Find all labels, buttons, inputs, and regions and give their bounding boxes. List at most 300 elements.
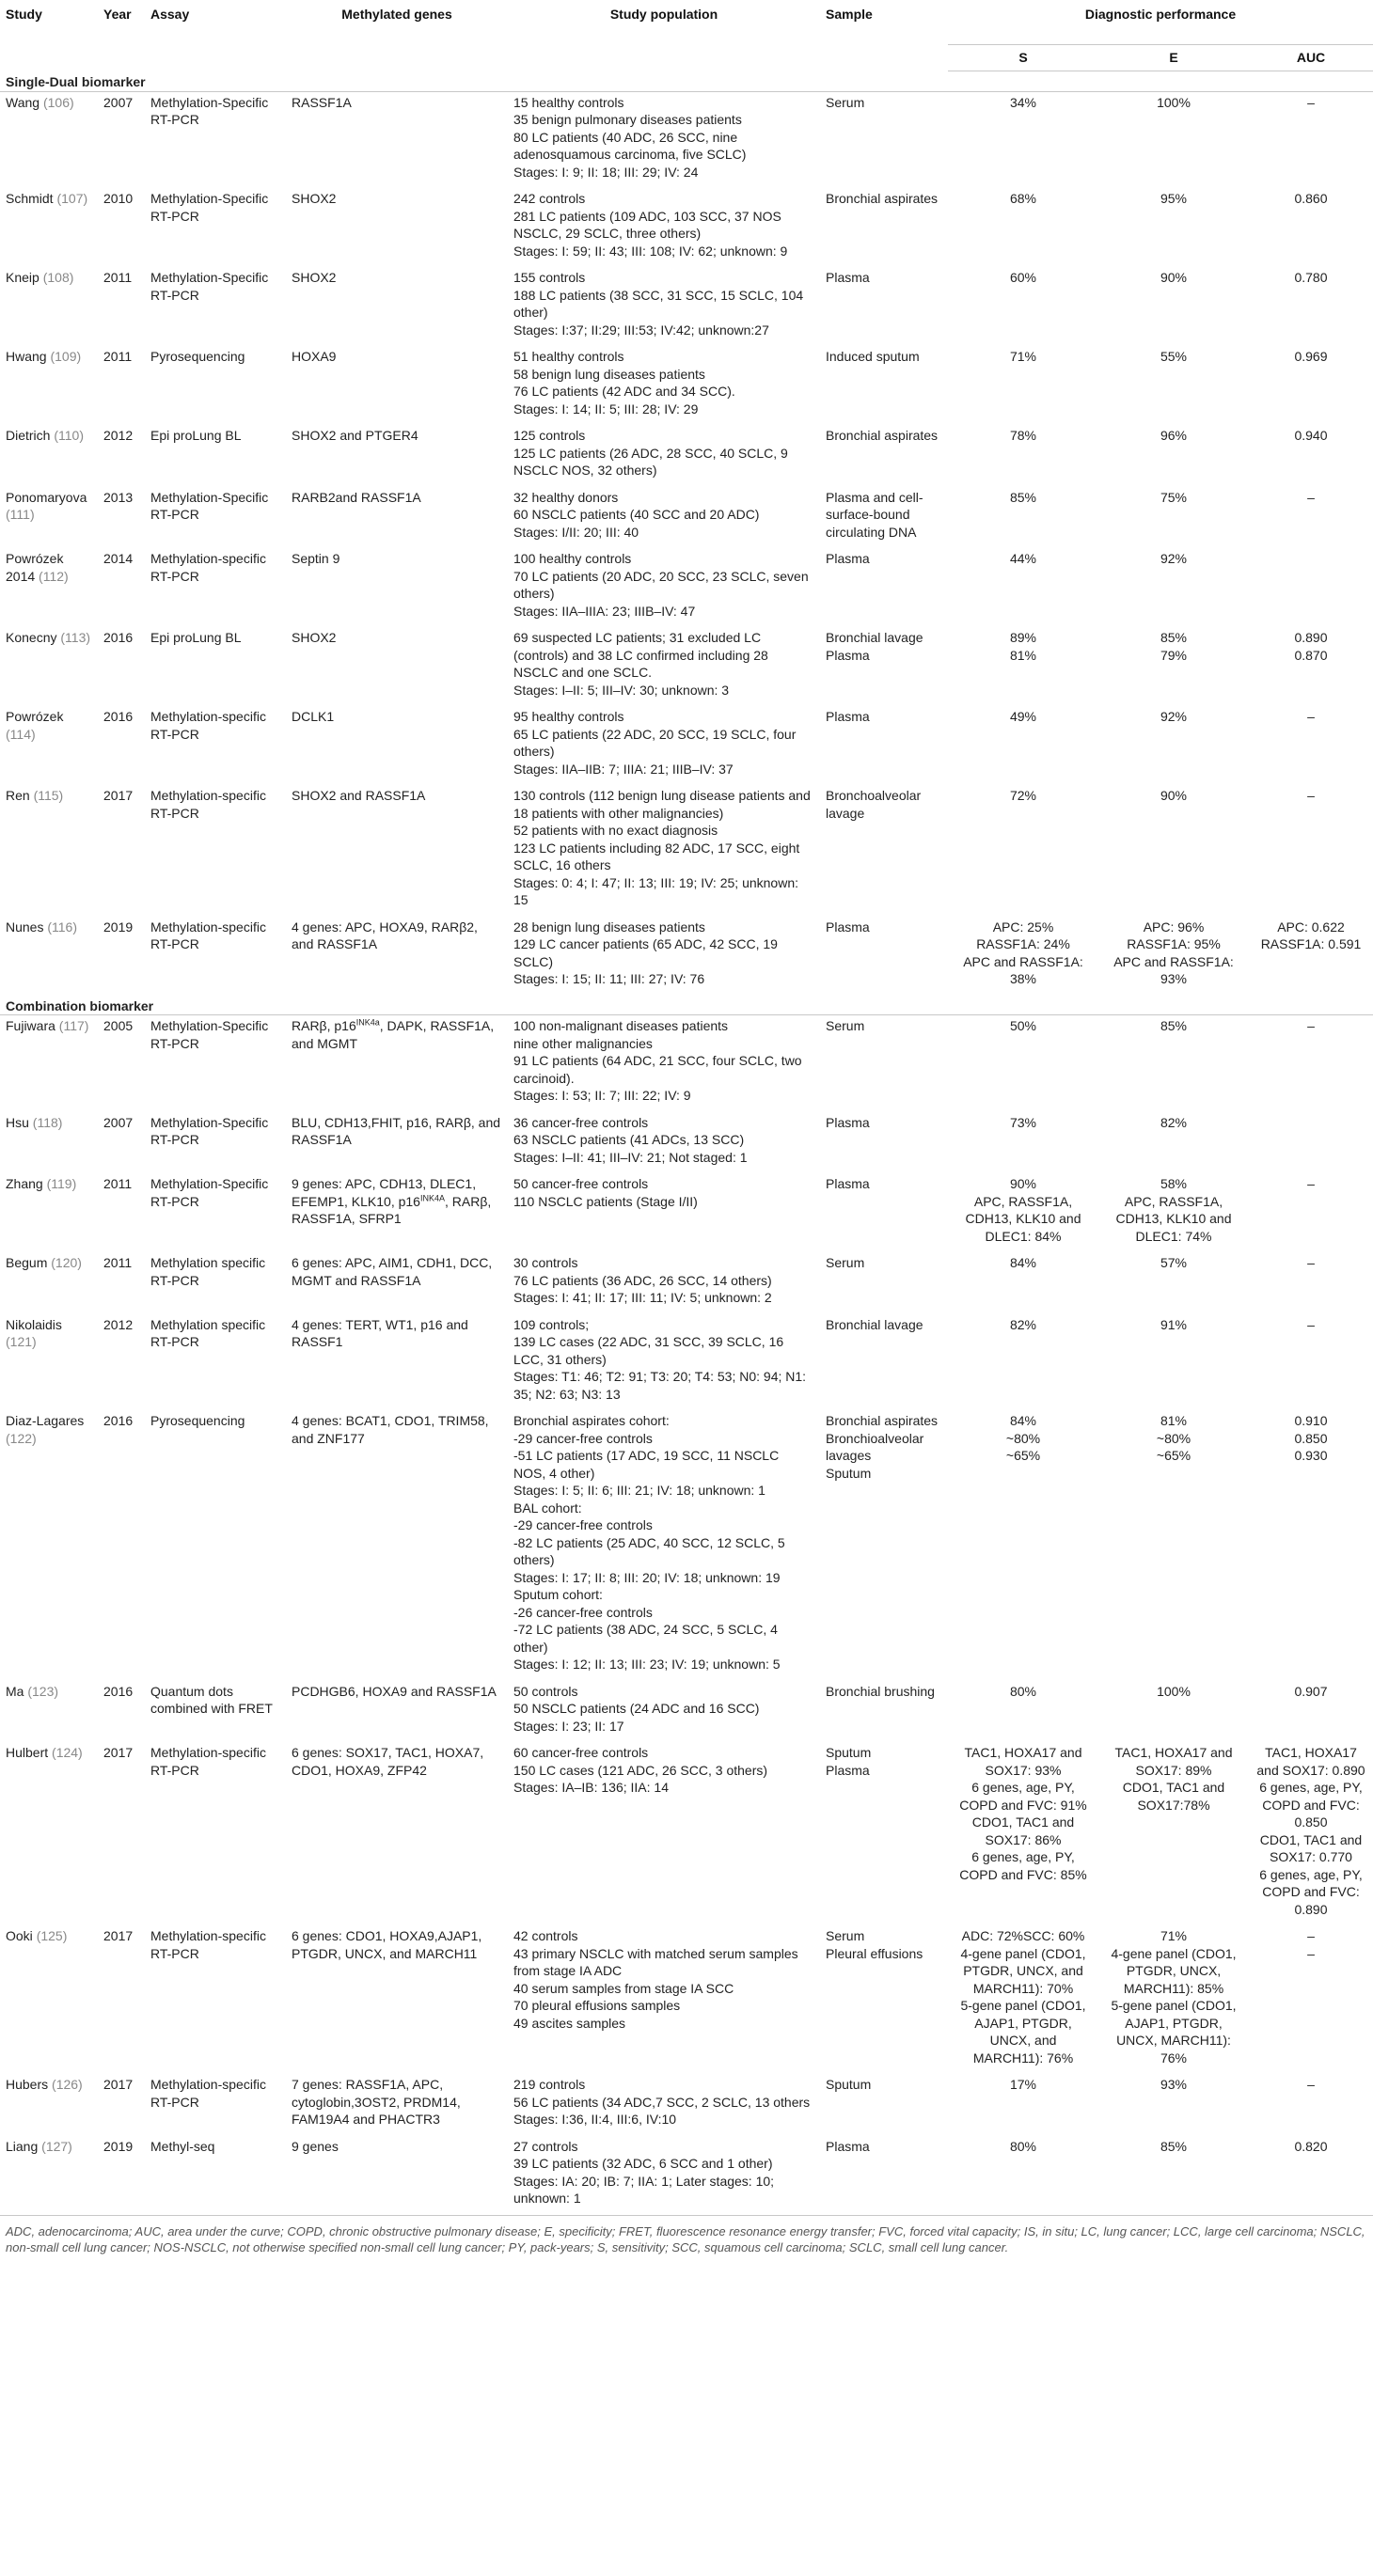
cell-year: 2019 xyxy=(103,919,134,935)
cell-auc xyxy=(1249,1314,1373,1411)
header-study: Study xyxy=(6,7,42,22)
cell-genes: 7 genes: RASSF1A, APC, cytoglobin,3OST2, PRDM14, FAM19A4 and PHACTR3 xyxy=(292,2077,461,2127)
section-title: Single-Dual biomarker xyxy=(6,74,146,89)
population-line: Stages: T1: 46; T2: 91; T3: 20; T4: 53; N0: 94; N1: 35; N2: 63; N3: 13 xyxy=(513,1369,807,1402)
population-line: 28 benign lung diseases patients xyxy=(513,919,705,935)
sensitivity-line: 80% xyxy=(1009,1683,1037,1699)
cell-genes: 4 genes: BCAT1, CDO1, TRIM58, and ZNF177 xyxy=(292,1413,489,1446)
cell-study xyxy=(0,917,98,996)
cell-sensitivity xyxy=(948,1173,1098,1252)
cell-year: 2010 xyxy=(103,191,134,206)
cell-assay: Methylation-specific RT-PCR xyxy=(150,551,266,584)
specificity-line: 5-gene panel (CDO1, AJAP1, PTGDR, UNCX, MARCH11): 76% xyxy=(1111,1998,1237,2066)
cell-population xyxy=(508,1925,820,2074)
specificity-line: 93% xyxy=(1160,2077,1188,2092)
population-line: 32 healthy donors xyxy=(513,489,619,505)
cell-population xyxy=(508,2074,820,2136)
cell-assay: Methylation specific RT-PCR xyxy=(150,1316,266,1349)
cell-year: 2016 xyxy=(103,709,134,724)
auc-line: – xyxy=(1307,1018,1315,1033)
table-row xyxy=(0,1112,1373,1174)
population-line: 242 controls xyxy=(513,191,586,206)
population-line: 125 controls xyxy=(513,428,586,443)
study-ref: (122) xyxy=(6,1430,37,1446)
population-line: 76 LC patients (36 ADC, 26 SCC, 14 others) xyxy=(513,1272,772,1288)
sensitivity-line: 71% xyxy=(1009,349,1037,364)
section-title: Combination biomarker xyxy=(6,997,154,1013)
cell-sensitivity xyxy=(948,1112,1098,1174)
population-line: nine other malignancies xyxy=(513,1035,653,1051)
cell-specificity xyxy=(1098,1314,1249,1411)
cell-study xyxy=(0,425,98,487)
sensitivity-line: 89% xyxy=(1009,630,1037,645)
population-line: Sputum cohort: xyxy=(513,1587,603,1602)
population-line: 130 controls (112 benign lung disease patients and 18 patients with other malignancies) xyxy=(513,788,811,821)
population-line: 100 healthy controls xyxy=(513,551,632,566)
sample-line: Sputum xyxy=(826,1465,872,1481)
study-ref: (127) xyxy=(41,2138,72,2154)
cell-auc xyxy=(1249,1410,1373,1681)
cell-study xyxy=(0,1252,98,1314)
header-s: S xyxy=(948,44,1098,71)
cell-assay: Methylation-Specific RT-PCR xyxy=(150,270,269,303)
population-line: 219 controls xyxy=(513,2077,586,2092)
cell-auc xyxy=(1249,188,1373,267)
cell-auc xyxy=(1249,1742,1373,1925)
study-name: Powrózek xyxy=(6,709,64,724)
cell-genes: HOXA9 xyxy=(292,349,337,364)
specificity-line: APC, RASSF1A, CDH13, KLK10 and DLEC1: 74% xyxy=(1115,1193,1232,1244)
cell-sensitivity xyxy=(948,188,1098,267)
sample-line: Bronchial lavage xyxy=(826,630,923,645)
population-line: 15 healthy controls xyxy=(513,94,624,110)
sensitivity-line: APC: 25% xyxy=(992,919,1054,935)
population-line: Stages: 0: 4; I: 47; II: 13; III: 19; IV: 25; unknown: 15 xyxy=(513,874,798,907)
sensitivity-line: 81% xyxy=(1009,647,1037,663)
table-row xyxy=(0,917,1373,996)
cell-population xyxy=(508,785,820,917)
population-line: 35 benign pulmonary diseases patients xyxy=(513,112,742,127)
auc-line: 0.940 xyxy=(1294,428,1328,443)
specificity-line: 4-gene panel (CDO1, PTGDR, UNCX, MARCH11): 85% xyxy=(1111,1945,1237,1996)
sensitivity-line: 90% xyxy=(1009,1176,1037,1191)
cell-study xyxy=(0,548,98,627)
cell-genes: SHOX2 xyxy=(292,270,337,285)
cell-year: 2011 xyxy=(103,1176,133,1191)
study-name: Zhang xyxy=(6,1176,43,1191)
specificity-line: 58% xyxy=(1160,1176,1188,1191)
population-line: Stages: IIA–IIIA: 23; IIIB–IV: 47 xyxy=(513,603,696,619)
cell-assay: Quantum dots combined with FRET xyxy=(150,1683,273,1716)
study-name: Fujiwara xyxy=(6,1018,55,1033)
study-ref: (110) xyxy=(54,428,85,443)
cell-year: 2016 xyxy=(103,1683,134,1699)
table-body xyxy=(0,71,1373,2216)
table-row xyxy=(0,1742,1373,1925)
cell-assay: Epi proLung BL xyxy=(150,630,242,645)
cell-sensitivity xyxy=(948,1925,1098,2074)
population-line: Bronchial aspirates cohort: xyxy=(513,1413,670,1428)
cell-specificity xyxy=(1098,627,1249,706)
cell-population xyxy=(508,1112,820,1174)
specificity-line: 75% xyxy=(1160,489,1188,505)
study-ref: (118) xyxy=(32,1114,63,1130)
cell-specificity xyxy=(1098,188,1249,267)
specificity-line: APC: 96% xyxy=(1143,919,1205,935)
cell-year: 2016 xyxy=(103,1413,134,1428)
population-line: Stages: I: 12; II: 13; III: 23; IV: 19; unknown: 5 xyxy=(513,1657,781,1672)
auc-line: 0.850 xyxy=(1294,1430,1328,1446)
auc-line: – xyxy=(1307,1176,1315,1191)
cell-genes: SHOX2 and PTGER4 xyxy=(292,428,418,443)
cell-genes: SHOX2 and RASSF1A xyxy=(292,788,426,803)
auc-line: 0.890 xyxy=(1294,630,1328,645)
cell-population xyxy=(508,1173,820,1252)
sample-line: Bronchoalveolar lavage xyxy=(826,788,922,821)
table-footnote: ADC, adenocarcinoma; AUC, area under the curve; COPD, chronic obstructive pulmonary disease; E, specificity; FRET, fluorescence resonance energy transfer; FVC, forced vital capacity; IS, in situ; LC, lung cancer; LCC, large cell carcinoma; NSCLC, non-small cell lung cancer; NOS-NSCLC, not otherwise specified non-small cell lung cancer; PY, pack-years; S, sensitivity; SCC, squamous cell carcinoma; SCLC, small cell lung cancer. xyxy=(6,2223,1365,2254)
population-line: 110 NSCLC patients (Stage I/II) xyxy=(513,1193,698,1209)
cell-sample xyxy=(820,2136,948,2216)
table-row xyxy=(0,1015,1373,1112)
cell-year: 2016 xyxy=(103,630,134,645)
specificity-line: RASSF1A: 95% xyxy=(1127,936,1221,951)
specificity-line: 85% xyxy=(1160,2138,1188,2154)
population-line: Stages: I: 15; II: 11; III: 27; IV: 76 xyxy=(513,971,705,986)
header-sample: Sample xyxy=(826,7,873,22)
study-name: Hsu xyxy=(6,1114,29,1130)
population-line: Stages: I:37; II:29; III:53; IV:42; unknown:27 xyxy=(513,322,769,338)
population-line: Stages: IA: 20; IB: 7; IIA: 1; Later stages: 10; unknown: 1 xyxy=(513,2173,775,2206)
cell-auc xyxy=(1249,706,1373,785)
auc-line: – xyxy=(1307,489,1315,505)
cell-sensitivity xyxy=(948,1410,1098,1681)
population-line: Stages: IIA–IIB: 7; IIIA: 21; IIIB–IV: 37 xyxy=(513,761,734,777)
study-ref: (114) xyxy=(6,726,36,742)
cell-auc xyxy=(1249,1173,1373,1252)
cell-population xyxy=(508,2136,820,2216)
specificity-line: 57% xyxy=(1160,1255,1188,1270)
cell-genes: BLU, CDH13,FHIT, p16, RARβ, and RASSF1A xyxy=(292,1114,501,1147)
cell-specificity xyxy=(1098,1112,1249,1174)
cell-study xyxy=(0,1742,98,1925)
cell-auc xyxy=(1249,785,1373,917)
study-name: Ponomaryova xyxy=(6,489,87,505)
cell-year: 2005 xyxy=(98,1015,145,1112)
cell-sample xyxy=(820,706,948,785)
population-line: Stages: I: 53; II: 7; III: 22; IV: 9 xyxy=(513,1088,691,1103)
sample-line: Serum xyxy=(826,1255,865,1270)
study-ref: (108) xyxy=(42,270,74,285)
population-line: 63 NSCLC patients (41 ADCs, 13 SCC) xyxy=(513,1132,745,1147)
cell-population xyxy=(508,1015,820,1112)
cell-sample xyxy=(820,627,948,706)
specificity-line: 90% xyxy=(1160,270,1188,285)
study-ref: (125) xyxy=(36,1928,68,1943)
specificity-line: ~65% xyxy=(1156,1448,1192,1463)
population-line: 58 benign lung diseases patients xyxy=(513,366,705,382)
population-line: 60 NSCLC patients (40 SCC and 20 ADC) xyxy=(513,507,760,522)
cell-sample xyxy=(820,785,948,917)
cell-population xyxy=(508,1681,820,1743)
cell-genes: RASSF1A xyxy=(286,91,508,188)
cell-year: 2017 xyxy=(103,1745,134,1760)
cell-assay: Methylation-specific RT-PCR xyxy=(150,919,266,951)
study-name: Nikolaidis xyxy=(6,1316,62,1332)
sensitivity-line: ADC: 72%SCC: 60% xyxy=(961,1928,1085,1943)
table-row xyxy=(0,346,1373,425)
cell-sample xyxy=(820,548,948,627)
table-row xyxy=(0,706,1373,785)
sample-line: Pleural effusions xyxy=(826,1945,923,1961)
population-line: Stages: I/II: 20; III: 40 xyxy=(513,524,639,540)
study-name: Begum xyxy=(6,1255,48,1270)
sample-line: Sputum xyxy=(826,2077,872,2092)
specificity-line: 85% xyxy=(1160,1018,1188,1033)
cell-sensitivity xyxy=(948,627,1098,706)
cell-genes: 9 genes: APC, CDH13, DLEC1, EFEMP1, KLK10, $p16^{INK4A}$, RARβ, RASSF1A, SFRP1 xyxy=(292,1176,492,1226)
cell-year: 2012 xyxy=(103,1316,134,1332)
population-line: 30 controls xyxy=(513,1255,578,1270)
cell-auc xyxy=(1249,267,1373,346)
auc-line: – xyxy=(1307,788,1315,803)
table-row xyxy=(0,2074,1373,2136)
sensitivity-line: TAC1, HOXA17 and SOX17: 93% xyxy=(964,1745,1082,1778)
cell-study xyxy=(0,1314,98,1411)
study-ref: (119) xyxy=(46,1176,77,1191)
cell-genes: 6 genes: APC, AIM1, CDH1, DCC, MGMT and RASSF1A xyxy=(292,1255,493,1288)
cell-genes: 6 genes: SOX17, TAC1, HOXA7, CDO1, HOXA9, ZFP42 xyxy=(292,1745,484,1778)
specificity-line: 100% xyxy=(1157,1683,1191,1699)
cell-specificity xyxy=(1098,1015,1249,1112)
cell-population xyxy=(508,706,820,785)
cell-sensitivity xyxy=(948,1742,1098,1925)
population-line: 56 LC patients (34 ADC,7 SCC, 2 SCLC, 13 others xyxy=(513,2094,811,2110)
cell-study xyxy=(0,91,98,188)
auc-line: – xyxy=(1307,94,1315,110)
auc-line: – xyxy=(1307,1945,1315,1961)
sensitivity-line: CDO1, TAC1 and SOX17: 86% xyxy=(971,1814,1075,1847)
cell-study xyxy=(0,706,98,785)
header-e: E xyxy=(1098,44,1249,71)
cell-year: 2007 xyxy=(98,91,145,188)
specificity-line: 85% xyxy=(1160,630,1188,645)
cell-population xyxy=(508,425,820,487)
cell-auc xyxy=(1249,1681,1373,1743)
cell-year: 2013 xyxy=(103,489,134,505)
cell-study xyxy=(0,487,98,549)
specificity-line: 55% xyxy=(1160,349,1188,364)
cell-sensitivity xyxy=(948,917,1098,996)
sensitivity-line: 84% xyxy=(1009,1255,1037,1270)
study-ref: (111) xyxy=(6,507,35,522)
population-line: 129 LC cancer patients (65 ADC, 42 SCC, 19 SCLC) xyxy=(513,936,778,969)
cell-sample xyxy=(820,1112,948,1174)
population-line: 65 LC patients (22 ADC, 20 SCC, 19 SCLC, four others) xyxy=(513,726,797,759)
population-line: Stages: I: 17; II: 8; III: 20; IV: 18; unknown: 19 xyxy=(513,1569,781,1585)
study-name: Konecny xyxy=(6,630,57,645)
population-line: -29 cancer-free controls xyxy=(513,1517,653,1532)
section-header-row xyxy=(0,996,1373,1015)
sensitivity-line: 6 genes, age, PY, COPD and FVC: 91% xyxy=(959,1780,1087,1813)
population-line: 40 serum samples from stage IA SCC xyxy=(513,1980,734,1996)
cell-population xyxy=(508,1742,820,1925)
population-line: 39 LC patients (32 ADC, 6 SCC and 1 other) xyxy=(513,2156,773,2171)
cell-study xyxy=(0,1925,98,2074)
table-row xyxy=(0,2136,1373,2216)
cell-year: 2007 xyxy=(103,1114,134,1130)
cell-assay: Methylation-specific RT-PCR xyxy=(150,2077,266,2110)
sensitivity-line: 17% xyxy=(1009,2077,1037,2092)
sample-line: Bronchial aspirates xyxy=(826,1413,939,1428)
cell-specificity xyxy=(1098,1681,1249,1743)
sample-line: Plasma xyxy=(826,551,870,566)
specificity-line: APC and RASSF1A: 93% xyxy=(1113,953,1234,986)
cell-sensitivity xyxy=(948,1015,1098,1112)
specificity-line: 92% xyxy=(1160,551,1188,566)
population-line: 70 LC patients (20 ADC, 20 SCC, 23 SCLC, seven others) xyxy=(513,568,809,601)
sample-line: Bronchioalveolar lavages xyxy=(826,1430,924,1463)
cell-assay: Methylation-specific RT-PCR xyxy=(150,1928,266,1961)
study-name: Wang xyxy=(6,94,40,110)
population-line: -51 LC patients (17 ADC, 19 SCC, 11 NSCLC NOS, 4 other) xyxy=(513,1448,780,1481)
population-line: 36 cancer-free controls xyxy=(513,1114,649,1130)
study-name: Nunes xyxy=(6,919,44,935)
sample-line: Plasma xyxy=(826,647,870,663)
cell-specificity xyxy=(1098,1410,1249,1681)
cell-auc xyxy=(1249,917,1373,996)
specificity-line: ~80% xyxy=(1156,1430,1192,1446)
specificity-line: TAC1, HOXA17 and SOX17: 89% xyxy=(1114,1745,1233,1778)
cell-assay: Pyrosequencing xyxy=(150,349,245,364)
cell-assay: Methylation-specific RT-PCR xyxy=(150,709,266,742)
sample-line: Plasma xyxy=(826,1176,870,1191)
specificity-line: 90% xyxy=(1160,788,1188,803)
study-ref: (126) xyxy=(52,2077,83,2092)
sensitivity-line: 73% xyxy=(1009,1114,1037,1130)
table-row xyxy=(0,188,1373,267)
sensitivity-line: ~80% xyxy=(1005,1430,1041,1446)
auc-line: TAC1, HOXA17 and SOX17: 0.890 xyxy=(1256,1745,1365,1778)
cell-sample xyxy=(820,1314,948,1411)
header-auc: AUC xyxy=(1249,44,1373,71)
auc-line: 0.860 xyxy=(1294,191,1328,206)
population-line: 100 non-malignant diseases patients xyxy=(513,1018,729,1033)
cell-sample xyxy=(820,1410,948,1681)
study-ref: (124) xyxy=(52,1745,83,1760)
auc-line: 6 genes, age, PY, COPD and FVC: 0.850 xyxy=(1259,1780,1363,1830)
cell-sensitivity xyxy=(948,346,1098,425)
cell-sensitivity xyxy=(948,267,1098,346)
table-row xyxy=(0,487,1373,549)
study-name: Hwang xyxy=(6,349,47,364)
auc-line: 0.910 xyxy=(1294,1413,1328,1428)
population-line: 69 suspected LC patients; 31 excluded LC (controls) and 38 LC confirmed including 28 NSCLC and one SCLC. xyxy=(513,630,768,680)
cell-specificity xyxy=(1098,548,1249,627)
cell-auc xyxy=(1249,1252,1373,1314)
sensitivity-line: APC, RASSF1A, CDH13, KLK10 and DLEC1: 84% xyxy=(965,1193,1081,1244)
header-assay: Assay xyxy=(150,7,190,22)
cell-genes: 4 genes: TERT, WT1, p16 and RASSF1 xyxy=(292,1316,468,1349)
cell-year: 2017 xyxy=(103,788,134,803)
cell-specificity xyxy=(1098,91,1249,188)
sensitivity-line: 60% xyxy=(1009,270,1037,285)
cell-study xyxy=(0,346,98,425)
cell-auc xyxy=(1249,91,1373,188)
study-name: Ren xyxy=(6,788,30,803)
study-name: Schmidt xyxy=(6,191,54,206)
study-ref: (120) xyxy=(51,1255,82,1270)
cell-year: 2011 xyxy=(103,349,133,364)
sensitivity-line: 78% xyxy=(1009,428,1037,443)
cell-study xyxy=(0,2136,98,2216)
population-line: 43 primary NSCLC with matched serum samples from stage IA ADC xyxy=(513,1945,798,1978)
population-line: Stages: I: 41; II: 17; III: 11; IV: 5; unknown: 2 xyxy=(513,1290,772,1305)
population-line: BAL cohort: xyxy=(513,1500,582,1516)
cell-sensitivity xyxy=(948,91,1098,188)
sample-line: Bronchial aspirates xyxy=(826,191,939,206)
cell-assay: Methylation-Specific RT-PCR xyxy=(145,91,286,188)
auc-line: 0.820 xyxy=(1294,2138,1328,2154)
header-year: Year xyxy=(103,7,132,22)
cell-population xyxy=(508,917,820,996)
population-line: 50 NSCLC patients (24 ADC and 16 SCC) xyxy=(513,1701,760,1716)
table-row xyxy=(0,1173,1373,1252)
population-line: 150 LC cases (121 ADC, 26 SCC, 3 others) xyxy=(513,1762,768,1778)
cell-assay: Methylation-Specific RT-PCR xyxy=(150,1114,269,1147)
population-line: 49 ascites samples xyxy=(513,2015,626,2031)
cell-population xyxy=(508,487,820,549)
cell-specificity xyxy=(1098,267,1249,346)
study-name: Kneip xyxy=(6,270,39,285)
auc-line: – xyxy=(1307,1255,1315,1270)
study-ref: (109) xyxy=(50,349,82,364)
sensitivity-line: ~65% xyxy=(1005,1448,1041,1463)
auc-line: 6 genes, age, PY, COPD and FVC: 0.890 xyxy=(1259,1866,1363,1917)
study-name: Ooki xyxy=(6,1928,33,1943)
sample-line: Plasma xyxy=(826,2138,870,2154)
cell-sample xyxy=(820,917,948,996)
cell-auc xyxy=(1249,1925,1373,2074)
auc-line: 0.870 xyxy=(1294,647,1328,663)
cell-sample xyxy=(820,425,948,487)
cell-genes: 6 genes: CDO1, HOXA9,AJAP1, PTGDR, UNCX, and MARCH11 xyxy=(292,1928,482,1961)
table-row xyxy=(0,91,1373,188)
study-name: Liang xyxy=(6,2138,39,2154)
cell-population xyxy=(508,1410,820,1681)
cell-sensitivity xyxy=(948,2136,1098,2216)
sample-line: Plasma xyxy=(826,270,870,285)
auc-line xyxy=(1255,550,1367,568)
cell-genes: DCLK1 xyxy=(292,709,335,724)
table-row xyxy=(0,425,1373,487)
specificity-line: 91% xyxy=(1160,1316,1188,1332)
population-line: 91 LC patients (64 ADC, 21 SCC, four SCLC, two carcinoid). xyxy=(513,1053,802,1086)
sensitivity-line: APC and RASSF1A: 38% xyxy=(963,953,1083,986)
cell-population xyxy=(508,548,820,627)
cell-genes: 4 genes: APC, HOXA9, RARβ2, and RASSF1A xyxy=(292,919,478,951)
study-ref: (112) xyxy=(39,568,69,584)
cell-assay: Methylation-Specific RT-PCR xyxy=(145,1015,286,1112)
cell-sample xyxy=(820,1742,948,1925)
table-row xyxy=(0,785,1373,917)
sample-line: Plasma and cell-surface-bound circulating DNA xyxy=(826,489,923,540)
sample-line: Bronchial brushing xyxy=(826,1683,935,1699)
cell-specificity xyxy=(1098,2136,1249,2216)
study-ref: (115) xyxy=(33,788,64,803)
sample-line: Serum xyxy=(826,1928,865,1943)
population-line: -72 LC patients (38 ADC, 24 SCC, 5 SCLC, 4 other) xyxy=(513,1622,778,1655)
cell-auc xyxy=(1249,1112,1373,1174)
